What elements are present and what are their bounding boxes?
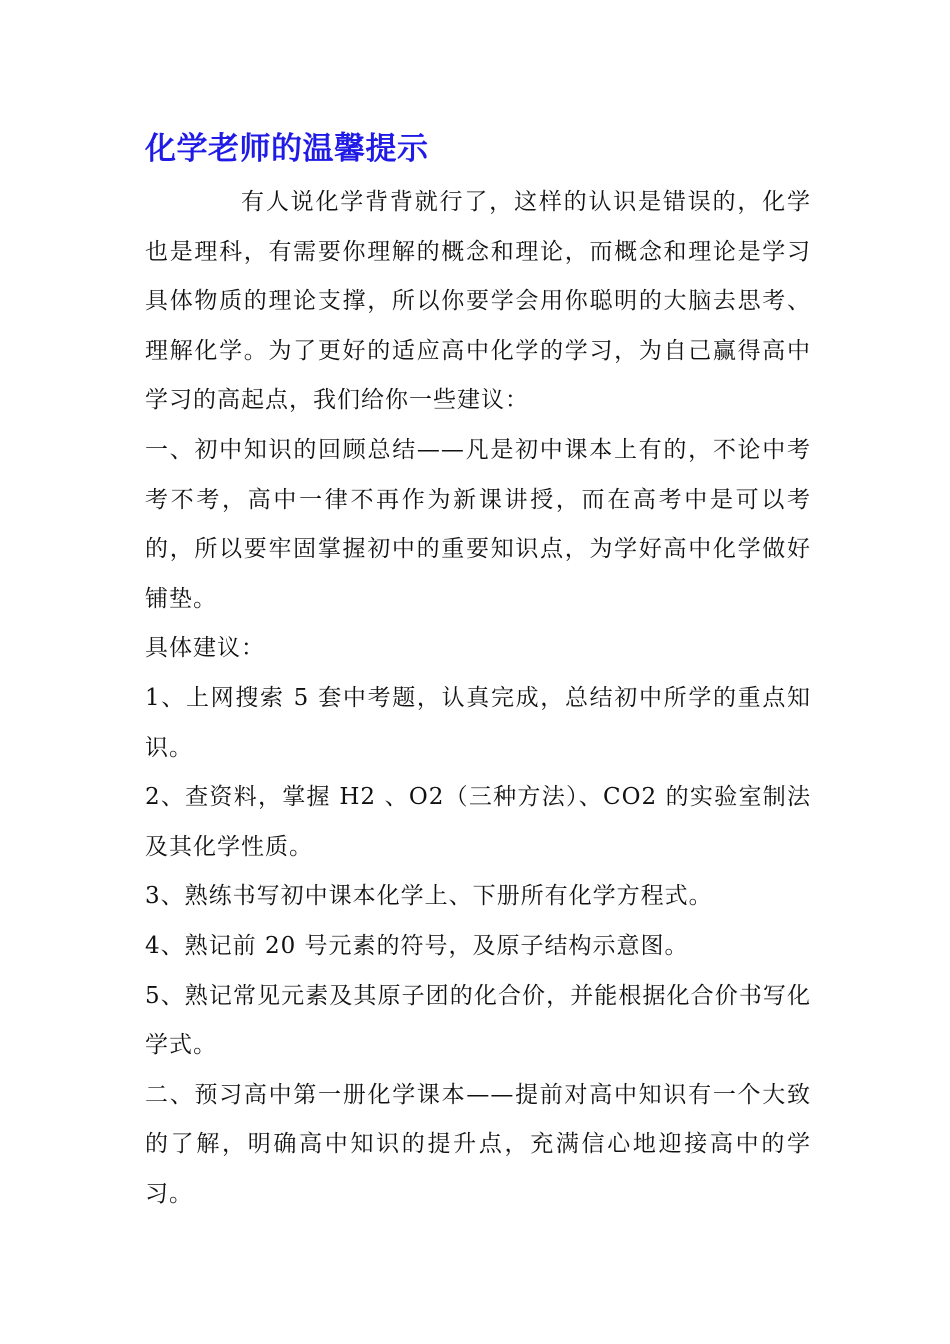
document-page [145, 120, 811, 1219]
suggestions-heading: 具体建议： [145, 635, 265, 662]
section-two-paragraph: 二、预习高中第一册化学课本——提前对高中知识有一个大致的了解，明确高中知识的提升点，充满信心地迎接高中的学习。 [145, 1081, 811, 1207]
suggestion-item-3: 3、熟练书写初中课本化学上、下册所有化学方程式。 [145, 883, 713, 910]
suggestion-item-2: 2、查资料，掌握 H2 、O2（三种方法）、CO2 的实验室制法及其化学性质。 [145, 784, 811, 860]
intro-paragraph: 有人说化学背背就行了，这样的认识是错误的，化学也是理科，有需要你理解的概念和理论，而概念和理论是学习具体物质的理论支撑，所以你要学会用你聪明的大脑去思考、理解化学。为了更好的适应高中化学的学习，为自己赢得高中学习的高起点，我们给你一些建议： [145, 189, 811, 414]
section-one-paragraph: 一、初中知识的回顾总结——凡是初中课本上有的，不论中考考不考，高中一律不再作为新课讲授，而在高考中是可以考的，所以要牢固掌握初中的重要知识点，为学好高中化学做好铺垫。 [145, 436, 811, 612]
suggestion-item-1: 1、上网搜索 5 套中考题，认真完成，总结初中所学的重点知识。 [145, 684, 811, 761]
document-title: 化学老师的温馨提示 [145, 131, 429, 167]
suggestion-item-5: 5、熟记常见元素及其原子团的化合价，并能根据化合价书写化学式。 [145, 982, 811, 1059]
suggestion-item-4: 4、熟记前 20 号元素的符号，及原子结构示意图。 [145, 932, 689, 959]
